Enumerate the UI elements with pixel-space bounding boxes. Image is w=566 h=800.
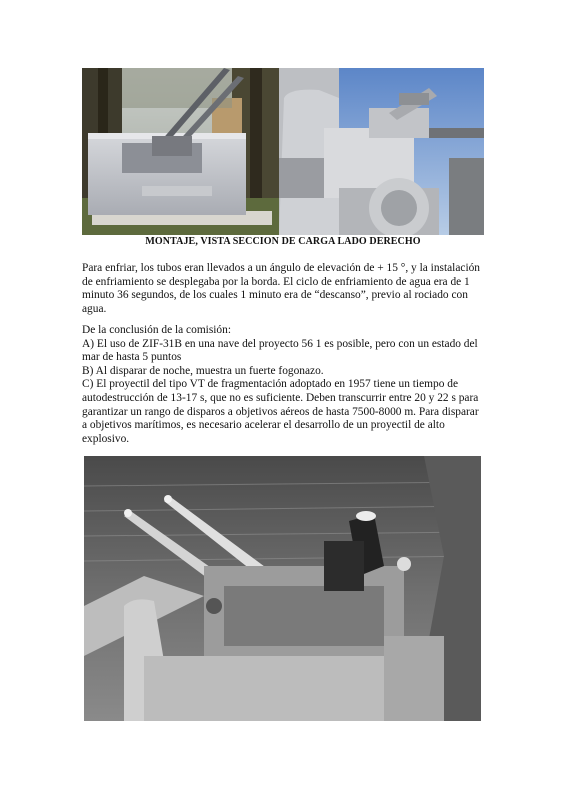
shipboard-gun-mount-photo <box>84 456 481 721</box>
conclusion-item-a: A) El uso de ZIF-31B en una nave del proyecto 56 1 es posible, pero con un estado del mar de hasta 5 puntos <box>82 337 478 364</box>
figure-caption: MONTAJE, VISTA SECCION DE CARGA LADO DERECHO <box>145 236 421 247</box>
gun-mount-exterior-photo <box>82 68 279 235</box>
cooling-paragraph <box>82 262 484 316</box>
commission-conclusion <box>82 324 484 446</box>
conclusion-intro: De la conclusión de la comisión: <box>82 324 231 336</box>
conclusion-item-c: C) El proyectil del tipo VT de fragmentación adoptado en 1957 tiene un tiempo de autodestrucción de 13-17 s, que no es suficiente. Deben transcurrir entre 20 y 22 s para garantizar un rango de disparos a objetivos aéreos de hasta 7500-8000 m. Para disparar a objetivos marítimos, es necesario acelerar el desarrollo de un proyectil de alto explosivo. <box>82 378 479 445</box>
conclusion-item-b: B) Al disparar de noche, muestra un fuerte fogonazo. <box>82 364 324 377</box>
loading-section-photo <box>279 68 484 235</box>
paragraph-text: Para enfriar, los tubos eran llevados a un ángulo de elevación de + 15 °, y la instalación de enfriamiento se desplegaba por la borda. El ciclo de enfriamiento de agua era de 1 minuto 36 segundos, de los cuales 1 minuto era de “descanso”, previo al rociado con agua. <box>82 262 480 315</box>
